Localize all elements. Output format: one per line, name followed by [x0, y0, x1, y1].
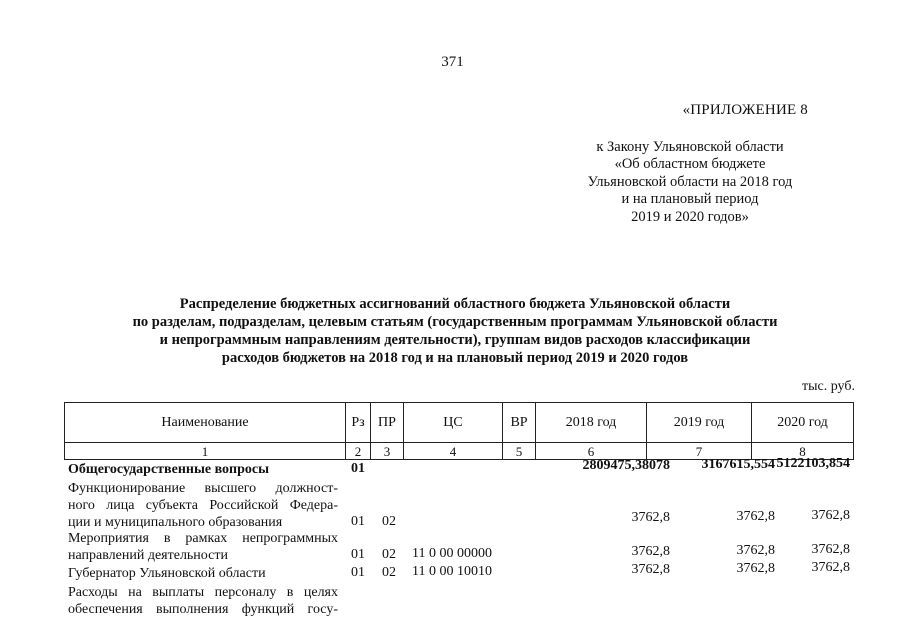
row-2019: 3167615,554: [701, 457, 775, 472]
row-pr: 02: [382, 547, 396, 562]
document-title-line: Распределение бюджетных ассигнований областного бюджета Ульяновской области: [179, 296, 731, 312]
row-cs: 11 0 00 00000: [412, 546, 492, 561]
row-pr: 02: [382, 514, 396, 529]
row-2018: 3762,8: [631, 562, 670, 577]
column-number: 3: [370, 442, 404, 460]
header-cs: ЦС: [403, 402, 503, 443]
document-title: [95, 295, 815, 367]
row-name: Функционирование высшего должност- ного лица субъекта Российской Федера- ции и муниципального образования: [68, 481, 338, 530]
header-2019: 2019 год: [646, 402, 752, 443]
column-number: 7: [646, 442, 752, 460]
header-rz: Рз: [345, 402, 371, 443]
row-name: Мероприятия в рамках непрограммных направлений деятельности: [68, 531, 338, 563]
column-number: 2: [345, 442, 371, 460]
row-cs: 11 0 00 10010: [412, 564, 492, 579]
law-reference-line: 2019 и 2020 годов»: [631, 208, 749, 225]
column-number: 4: [403, 442, 503, 460]
page-number: 371: [441, 54, 464, 70]
column-number: 1: [64, 442, 346, 460]
row-2019: 3762,8: [736, 561, 775, 576]
row-pr: 02: [382, 565, 396, 580]
row-name: Расходы на выплаты персоналу в целях обеспечения выполнения функций госу-: [68, 585, 338, 617]
row-2020: 3762,8: [811, 508, 850, 523]
row-rz: 01: [351, 461, 365, 476]
unit-label: тыс. руб.: [802, 379, 855, 394]
row-name: Губернатор Ульяновской области: [68, 566, 266, 581]
row-2020: 3762,8: [811, 560, 850, 575]
document-title-line: по разделам, подразделам, целевым статьям (государственным программам Ульяновской области: [132, 314, 778, 330]
row-2018: 3762,8: [631, 544, 670, 559]
document-title-line: и непрограммным направлениям деятельности), группам видов расходов классификации: [159, 332, 751, 348]
appendix-title: «ПРИЛОЖЕНИЕ 8: [682, 102, 808, 118]
column-number: 8: [751, 442, 854, 460]
row-2019: 3762,8: [736, 543, 775, 558]
header-pr: ПР: [370, 402, 404, 443]
law-reference-line: Ульяновской области на 2018 год: [587, 173, 793, 190]
document-title-line: расходов бюджетов на 2018 год и на плановый период 2019 и 2020 годов: [221, 350, 689, 366]
row-2018: 2809475,38078: [582, 458, 670, 473]
row-rz: 01: [351, 547, 365, 562]
header-vr: ВР: [502, 402, 536, 443]
column-number: 5: [502, 442, 536, 460]
header-2018: 2018 год: [535, 402, 647, 443]
law-reference-line: «Об областном бюджете: [614, 156, 766, 173]
column-number: 6: [535, 442, 647, 460]
header-name: Наименование: [64, 402, 346, 443]
law-reference-line: к Закону Ульяновской области: [596, 139, 784, 155]
row-rz: 01: [351, 565, 365, 580]
law-reference: [540, 139, 840, 226]
row-2020: 3762,8: [811, 542, 850, 557]
row-2020: 5122103,854: [776, 456, 850, 471]
row-2018: 3762,8: [631, 510, 670, 525]
row-name: Общегосударственные вопросы: [68, 462, 270, 477]
header-2020: 2020 год: [751, 402, 854, 443]
law-reference-line: и на плановый период: [621, 191, 759, 208]
row-2019: 3762,8: [736, 509, 775, 524]
row-rz: 01: [351, 514, 365, 529]
